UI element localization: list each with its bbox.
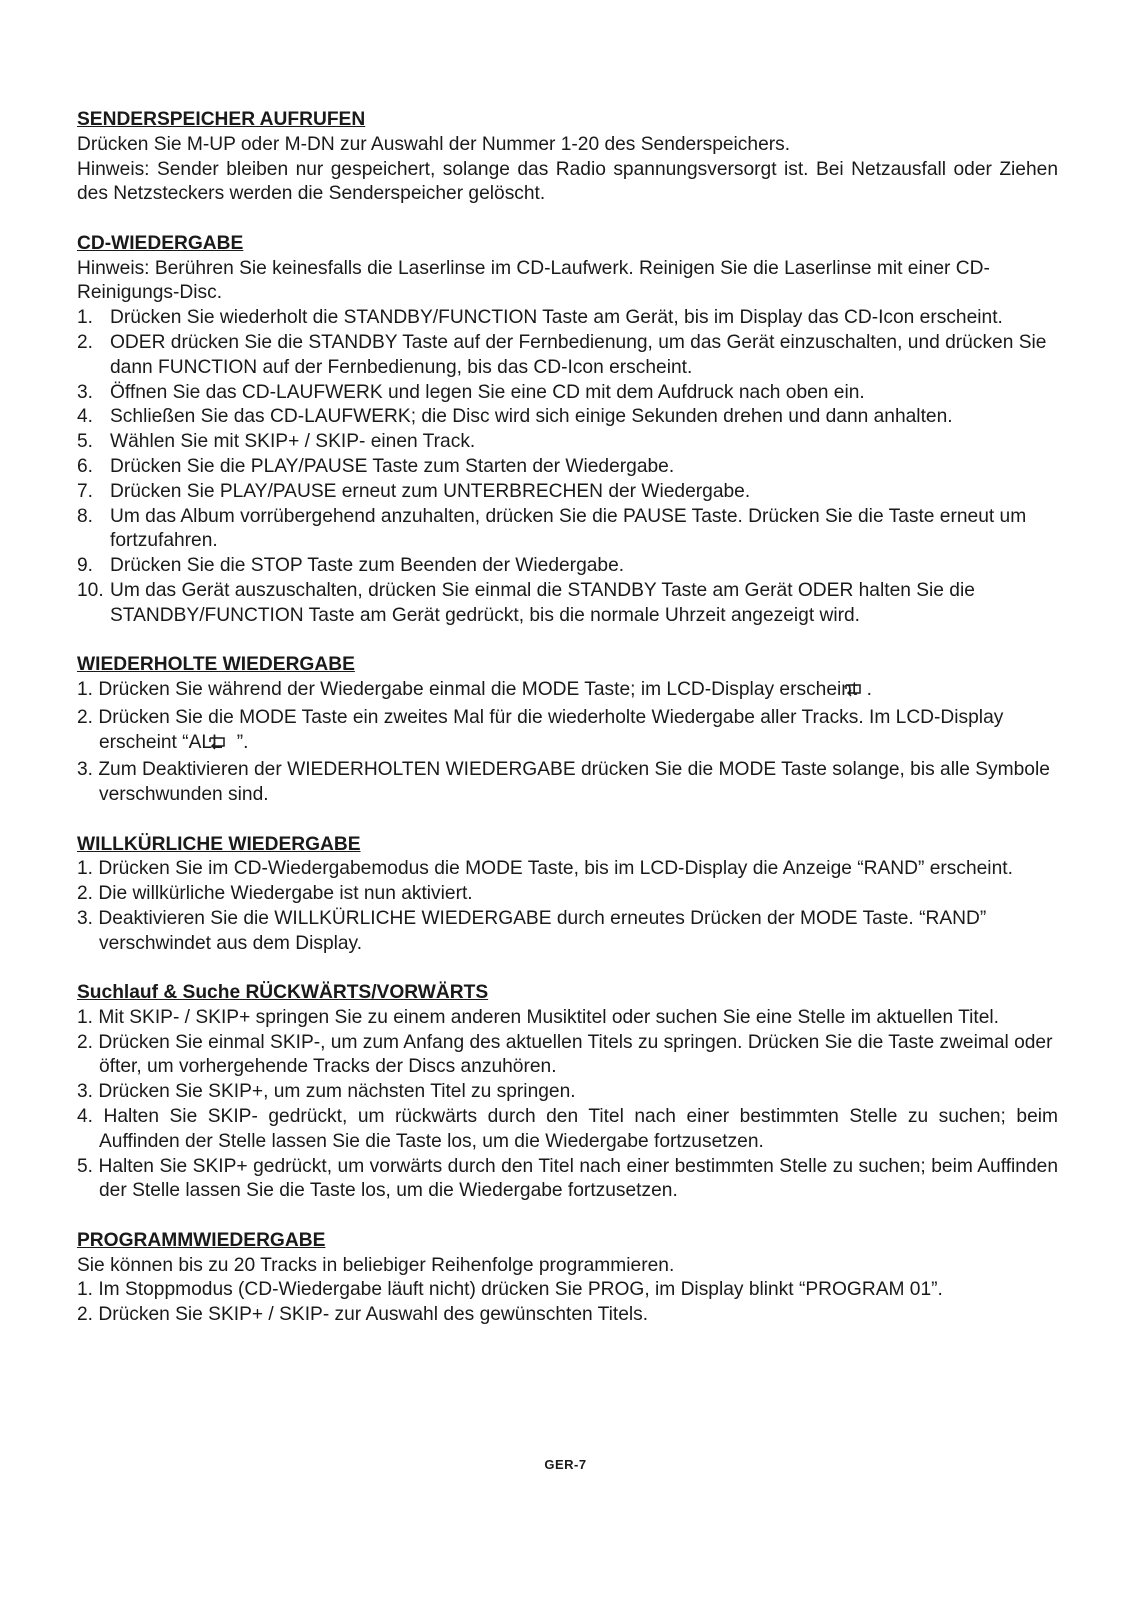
section-heading-suchlauf: Suchlauf & Suche RÜCKWÄRTS/VORWÄRTS [77, 982, 489, 1004]
list-item: 1. Im Stoppmodus (CD-Wiedergabe läuft nicht) drücken Sie PROG, im Display blinkt “PROGRAM 01”. [77, 1279, 943, 1301]
list-item: 5. Wählen Sie mit SKIP+ / SKIP- einen Track. [77, 431, 476, 453]
section-heading-senderspeicher: SENDERSPEICHER AUFRUFEN [77, 109, 366, 130]
list-item: 2. ODER drücken Sie die STANDBY Taste auf der Fernbedienung, um das Gerät einzuschalten, und drücken Sie dann FUNCTION auf der Fernbedienung, bis das CD-Icon erscheint. [77, 331, 1047, 378]
numbered-list [77, 1006, 1058, 1204]
paragraph-note: Hinweis: Berühren Sie keinesfalls die Laserlinse im CD-Laufwerk. Reinigen Sie die Laserlinse mit einer CD-Reinigungs-Disc. [77, 257, 990, 304]
list-item: 9. Drücken Sie die STOP Taste zum Beenden der Wiedergabe. [77, 555, 625, 577]
list-item: 1. Mit SKIP- / SKIP+ springen Sie zu einem anderen Musiktitel oder suchen Sie eine Stelle im aktuellen Titel. [77, 1006, 1000, 1028]
list-item: 4. Schließen Sie das CD-LAUFWERK; die Disc wird sich einige Sekunden drehen und dann anhalten. [77, 406, 953, 428]
section-heading-wiederholte-wiedergabe: WIEDERHOLTE WIEDERGABE [77, 654, 355, 676]
list-item: 2. Drücken Sie einmal SKIP-, um zum Anfang des aktuellen Titels zu springen. Drücken Sie die Taste zweimal oder öfter, um vorhergehende Tracks der Discs anzuhören. [77, 1031, 1053, 1078]
section-heading-willkuerliche-wiedergabe: WILLKÜRLICHE WIEDERGABE [77, 833, 361, 855]
numbered-list [77, 1278, 1058, 1328]
numbered-list [77, 678, 1058, 808]
section-heading-programmwiedergabe: PROGRAMMWIEDERGABE [77, 1229, 326, 1251]
list-item: 5. Halten Sie SKIP+ gedrückt, um vorwärts durch den Titel nach einer bestimmten Stelle zu suchen; beim Auffinden der Stelle lassen Sie die Taste los, um die Wiedergabe fortzusetzen. [77, 1155, 1058, 1202]
list-item: 4. Halten Sie SKIP- gedrückt, um rückwärts durch den Titel nach einer bestimmten Stelle zu suchen; beim Auffinden der Stelle lassen Sie die Taste los, um die Wiedergabe fortzusetzen. [77, 1106, 1058, 1152]
paragraph-note: Hinweis: Sender bleiben nur gespeichert, solange das Radio spannungsversorgt ist. Bei Netzausfall oder Ziehen des Netzsteckers werden die Senderspeicher gelöscht. [77, 158, 1058, 205]
paragraph: Sie können bis zu 20 Tracks in beliebiger Reihenfolge programmieren. [77, 1254, 675, 1276]
section-heading-cd-wiedergabe: CD-WIEDERGABE [77, 232, 244, 254]
list-item: 6. Drücken Sie die PLAY/PAUSE Taste zum Starten der Wiedergabe. [77, 455, 675, 477]
list-item: 3. Öffnen Sie das CD-LAUFWERK und legen Sie eine CD mit dem Aufdruck nach oben ein. [77, 381, 865, 403]
numbered-list [77, 306, 1058, 628]
paragraph: Drücken Sie M-UP oder M-DN zur Auswahl der Nummer 1-20 des Senderspeichers. [77, 133, 791, 155]
list-item: 3. Drücken Sie SKIP+, um zum nächsten Titel zu springen. [77, 1081, 576, 1103]
list-item: 1. Drücken Sie wiederholt die STANDBY/FUNCTION Taste am Gerät, bis im Display das CD-Icon erscheint. [77, 307, 1003, 329]
list-item: 8. Um das Album vorrübergehend anzuhalten, drücken Sie die PAUSE Taste. Drücken Sie die Taste erneut um fortzufahren. [77, 505, 1027, 552]
list-item: 7. Drücken Sie PLAY/PAUSE erneut zum UNTERBRECHEN der Wiedergabe. [77, 480, 751, 502]
list-item: 2. Die willkürliche Wiedergabe ist nun aktiviert. [77, 883, 473, 905]
list-item: 3. Zum Deaktivieren der WIEDERHOLTEN WIEDERGABE drücken Sie die MODE Taste solange, bis alle Symbole verschwunden sind. [77, 759, 1050, 806]
page-content [77, 108, 1058, 1328]
list-item: 2. Drücken Sie SKIP+ / SKIP- zur Auswahl des gewünschten Titels. [77, 1304, 649, 1326]
list-item: 2. Drücken Sie die MODE Taste ein zweites Mal für die wiederholte Wiedergabe aller Tracks. Im LCD-Display erscheint “ALL ”. [77, 706, 1004, 753]
list-item: 1. Drücken Sie während der Wiedergabe einmal die MODE Taste; im LCD-Display erscheint . [77, 678, 872, 700]
list-item: 10. Um das Gerät auszuschalten, drücken Sie einmal die STANDBY Taste am Gerät ODER halten Sie die STANDBY/FUNCTION Taste am Gerät gedrückt, bis die normale Uhrzeit angezeigt wird. [77, 579, 975, 626]
page-number: GER-7 [544, 1457, 587, 1472]
list-item: 1. Drücken Sie im CD-Wiedergabemodus die MODE Taste, bis im LCD-Display die Anzeige “RAND” erscheint. [77, 858, 1013, 880]
numbered-list [77, 857, 1058, 956]
list-item: 3. Deaktivieren Sie die WILLKÜRLICHE WIEDERGABE durch erneutes Drücken der MODE Taste. “RAND” verschwindet aus dem Display. [77, 907, 987, 954]
